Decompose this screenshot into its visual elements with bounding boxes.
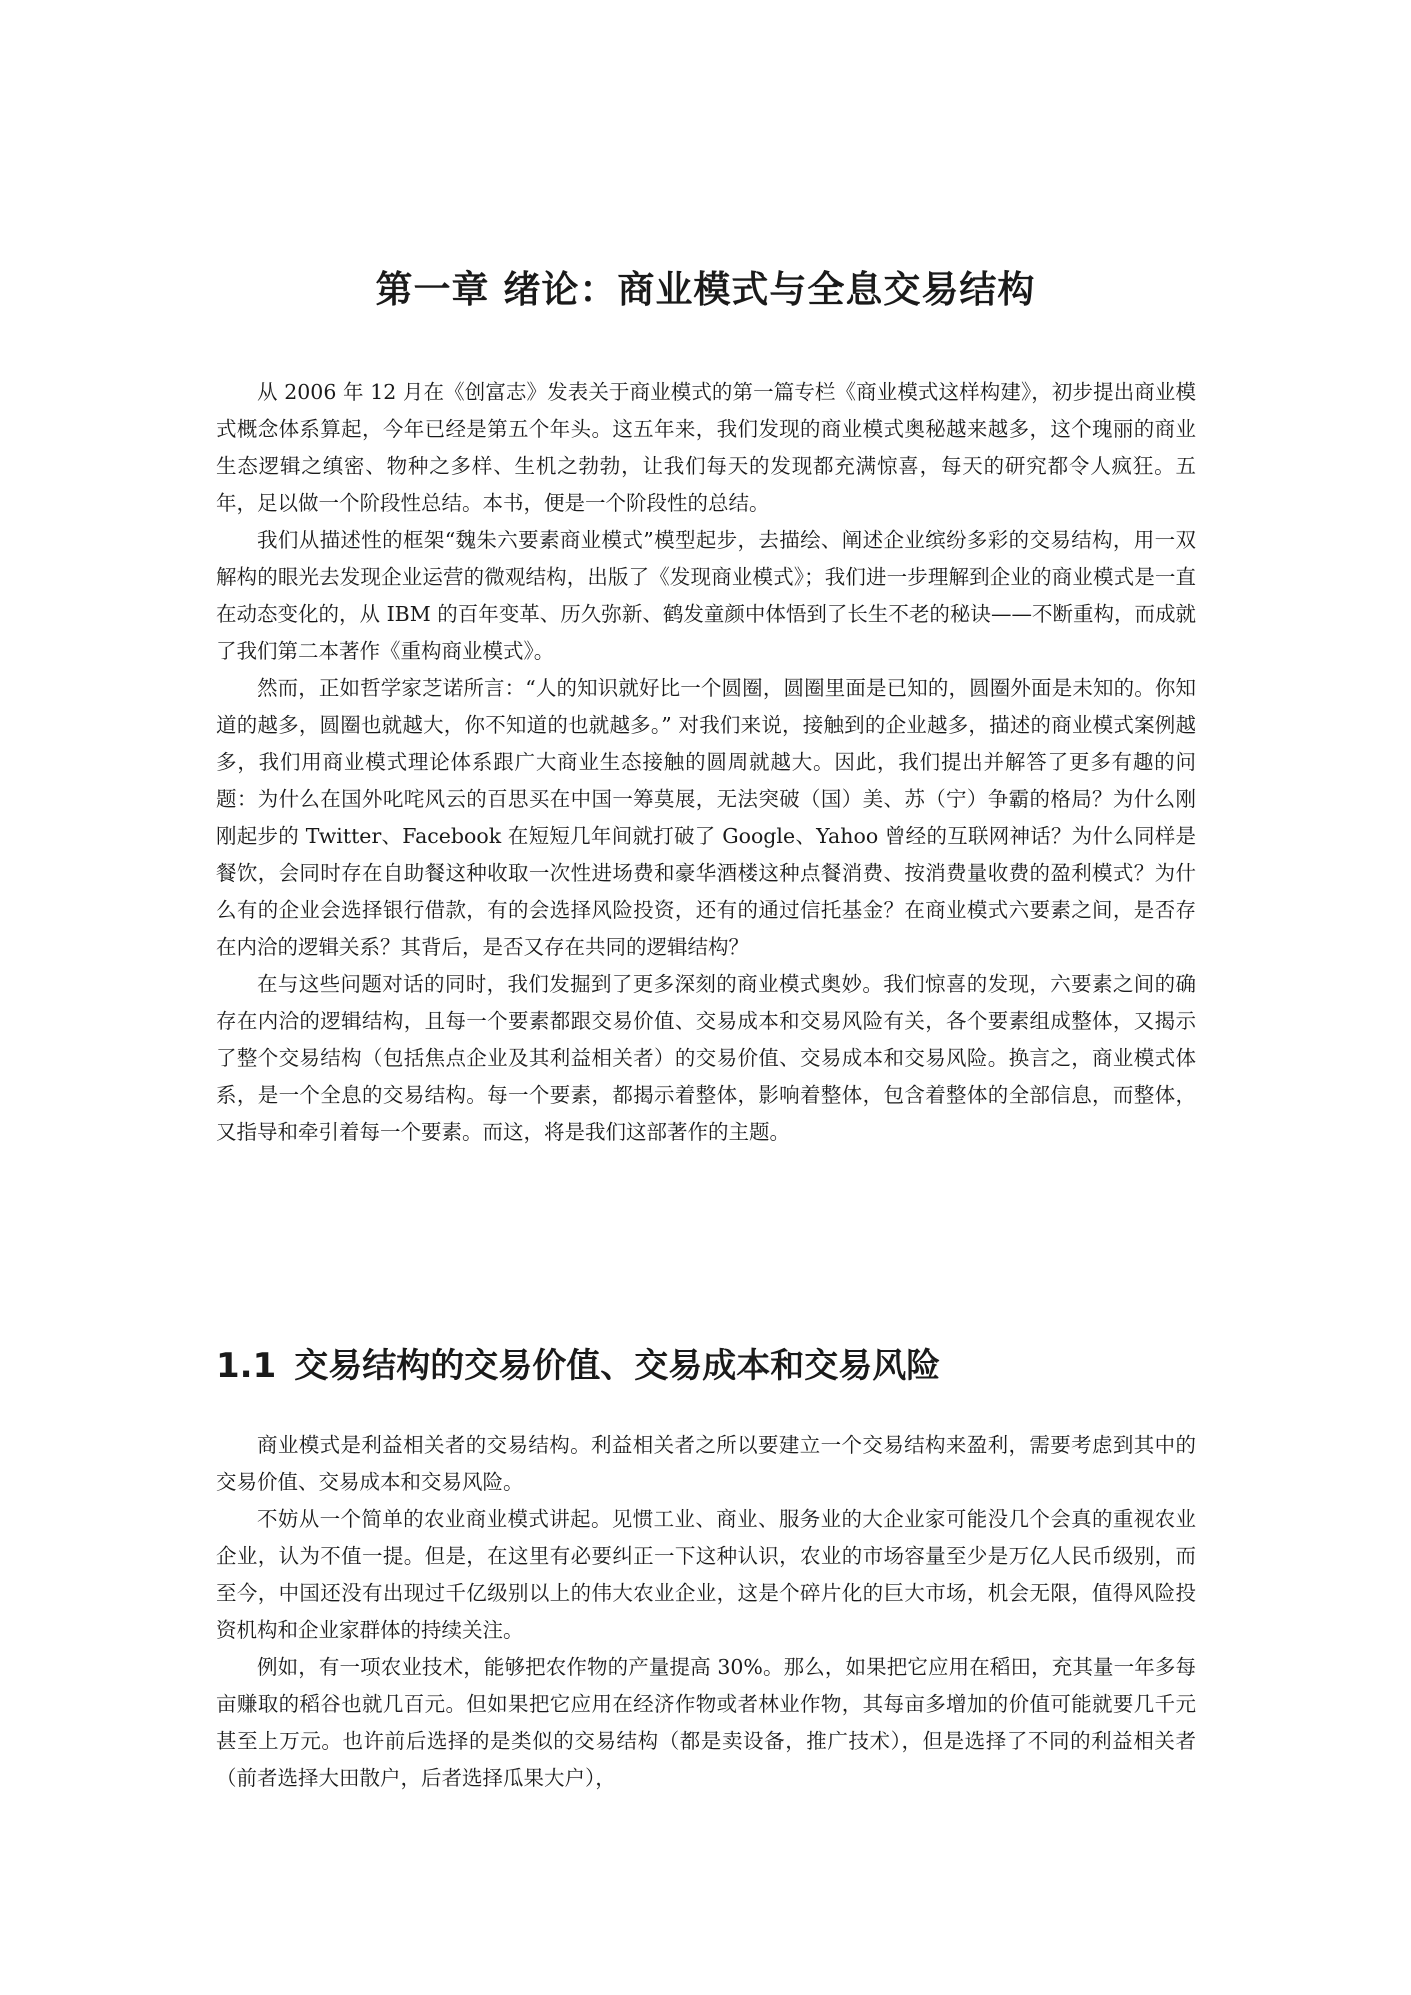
paragraph: 例如，有一项农业技术，能够把农作物的产量提高 30%。那么，如果把它应用在稻田，充其量一年多每亩赚取的稻谷也就几百元。但如果把它应用在经济作物或者林业作物，其每亩多增加的价值可能就要几千元甚至上万元。也许前后选择的是类似的交易结构（都是卖设备，推广技术），但是选择了不同的利益相关者（前者选择大田散户，后者选择瓜果大户）， xyxy=(216,1655,1196,1790)
section-heading xyxy=(216,1343,1196,1389)
paragraph: 在与这些问题对话的同时，我们发掘到了更多深刻的商业模式奥妙。我们惊喜的发现，六要素之间的确存在内洽的逻辑结构，且每一个要素都跟交易价值、交易成本和交易风险有关，各个要素组成整体，又揭示了整个交易结构（包括焦点企业及其利益相关者）的交易价值、交易成本和交易风险。换言之，商业模式体系，是一个全息的交易结构。每一个要素，都揭示着整体，影响着整体，包含着整体的全部信息，而整体，又指导和牵引着每一个要素。而这，将是我们这部著作的主题。 xyxy=(216,972,1196,1144)
intro-body xyxy=(216,374,1196,1151)
chapter-title: 第一章 绪论：商业模式与全息交易结构 xyxy=(375,268,1036,311)
paragraph: 从 2006 年 12 月在《创富志》发表关于商业模式的第一篇专栏《商业模式这样构建》，初步提出商业模式概念体系算起，今年已经是第五个年头。这五年来，我们发现的商业模式奥秘越来越多，这个瑰丽的商业生态逻辑之缜密、物种之多样、生机之勃勃，让我们每天的发现都充满惊喜，每天的研究都令人疯狂。五年，足以做一个阶段性总结。本书，便是一个阶段性的总结。 xyxy=(216,380,1196,515)
paragraph: 然而，正如哲学家芝诺所言：“人的知识就好比一个圆圈，圆圈里面是已知的，圆圈外面是未知的。你知道的越多，圆圈也就越大，你不知道的也就越多。” 对我们来说，接触到的企业越多，描述的商业模式案例越多，我们用商业模式理论体系跟广大商业生态接触的圆周就越大。因此，我们提出并解答了更多有趣的问题：为什么在国外叱咤风云的百思买在中国一筹莫展，无法突破（国）美、苏（宁）争霸的格局？为什么刚刚起步的 Twitter、Facebook 在短短几年间就打破了 Google、Yahoo 曾经的互联网神话？为什么同样是餐饮，会同时存在自助餐这种收取一次性进场费和豪华酒楼这种点餐消费、按消费量收费的盈利模式？为什么有的企业会选择银行借款，有的会选择风险投资，还有的通过信托基金？在商业模式六要素之间，是否存在内洽的逻辑关系？其背后，是否又存在共同的逻辑结构？ xyxy=(216,676,1196,959)
paragraph: 不妨从一个简单的农业商业模式讲起。见惯工业、商业、服务业的大企业家可能没几个会真的重视农业企业，认为不值一提。但是，在这里有必要纠正一下这种认识，农业的市场容量至少是万亿人民币级别，而至今，中国还没有出现过千亿级别以上的伟大农业企业，这是个碎片化的巨大市场，机会无限，值得风险投资机构和企业家群体的持续关注。 xyxy=(216,1507,1196,1642)
section-title-text: 交易结构的交易价值、交易成本和交易风险 xyxy=(294,1346,941,1386)
paragraph: 商业模式是利益相关者的交易结构。利益相关者之所以要建立一个交易结构来盈利，需要考虑到其中的交易价值、交易成本和交易风险。 xyxy=(216,1433,1196,1494)
paragraph: 我们从描述性的框架“魏朱六要素商业模式”模型起步，去描绘、阐述企业缤纷多彩的交易结构，用一双解构的眼光去发现企业运营的微观结构，出版了《发现商业模式》；我们进一步理解到企业的商业模式是一直在动态变化的，从 IBM 的百年变革、历久弥新、鹤发童颜中体悟到了长生不老的秘诀——不断重构，而成就了我们第二本著作《重构商业模式》。 xyxy=(216,528,1196,663)
section-number: 1.1 xyxy=(216,1346,277,1386)
section-body xyxy=(216,1427,1196,1797)
